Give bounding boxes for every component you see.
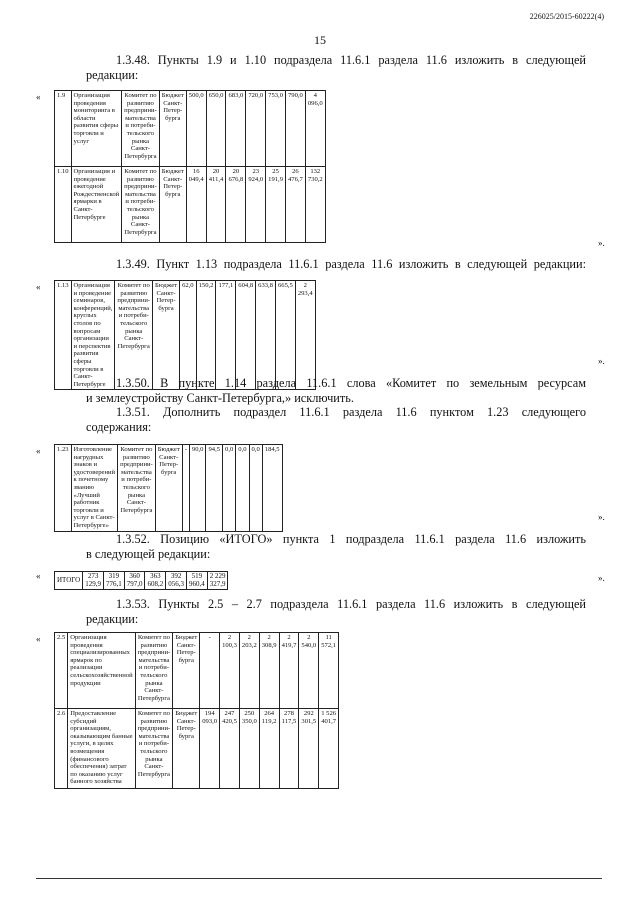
document-code: 226025/2015-60222(4)	[529, 12, 604, 21]
total-2016: 319 776,1	[103, 572, 124, 590]
opening-quote: «	[36, 282, 41, 292]
value-2017: 20 676,8	[226, 167, 246, 243]
funding-source: Бюджет Санкт-Петер-бурга	[173, 633, 200, 709]
value-2015: 500,0	[186, 91, 206, 167]
row-number: 2.5	[55, 633, 68, 709]
row-number: 1.9	[55, 91, 72, 167]
value-2020: 665,5	[275, 281, 295, 390]
opening-quote: «	[36, 571, 41, 581]
activity-name: Организация проведения мониторинга в области развития сферы торговли и услуг	[71, 91, 122, 167]
closing-quote: ».	[598, 238, 605, 248]
total-2015: 273 129,9	[83, 572, 104, 590]
paragraph-line: редакции:	[86, 67, 139, 82]
paragraph-line: 1.3.53. Пункты 2.5 – 2.7 подраздела 11.6.1 раздела 11.6 изложить в следующей	[116, 597, 586, 611]
paragraph-line: содержания:	[86, 419, 152, 434]
opening-quote: «	[36, 92, 41, 102]
value-2020: 0,0	[249, 445, 262, 532]
program-table	[54, 280, 316, 390]
value-2015: 16 049,4	[186, 167, 206, 243]
value-total: 2 293,4	[295, 281, 315, 390]
table-row	[55, 167, 326, 243]
activity-name: Предоставление субсидий организациям, оказывающим банные услуги, в целях возмещения (финансового обеспечения) затрат по оказанию услуг банного хозяйства	[68, 709, 135, 789]
paragraph-line: в следующей редакции:	[86, 546, 211, 561]
row-number: 1.10	[55, 167, 72, 243]
value-total: 11 572,1	[319, 633, 339, 709]
total-2020: 519 960,4	[186, 572, 207, 590]
responsible-org: Комитет по развитию предприни-мательства и потреби-тельского рынка Санкт-Петербурга	[118, 445, 156, 532]
funding-source: Бюджет Санкт-Петер-бурга	[173, 709, 200, 789]
bottom-rule	[36, 878, 602, 879]
paragraph-1-3-52	[86, 532, 586, 561]
row-number: 2.6	[55, 709, 68, 789]
paragraph-1-3-48	[86, 53, 586, 82]
value-2017: 2 203,2	[239, 633, 259, 709]
value-2019: 633,8	[256, 281, 276, 390]
responsible-org: Комитет по развитию предприни-мательства и потреби-тельского рынка Санкт-Петербурга	[115, 281, 153, 390]
value-2020: 790,0	[286, 91, 306, 167]
activity-name: Изготовление нагрудных знаков и удостоверений к почетному званию «Лучший работник торговли и услуг в Санкт-Петербурге»	[71, 445, 118, 532]
table-row	[55, 445, 283, 532]
total-label: ИТОГО	[55, 572, 83, 590]
program-table	[54, 90, 326, 243]
paragraph-line: 1.3.51. Дополнить подраздел 11.6.1 раздела 11.6 пунктом 1.23 следующего	[116, 405, 586, 419]
total-table	[54, 571, 228, 590]
value-2017: 94,5	[206, 445, 223, 532]
funding-source: Бюджет Санкт-Петер-бурга	[153, 281, 180, 390]
value-2016: 150,2	[196, 281, 216, 390]
activity-name: Организация проведения специализированных ярмарок по реализации сельскохозяйственной продукции	[68, 633, 135, 709]
table-row	[55, 91, 326, 167]
total-overall: 2 229 327,9	[207, 572, 228, 590]
opening-quote: «	[36, 634, 41, 644]
value-2015: 194 093,0	[200, 709, 220, 789]
value-2018: 0,0	[223, 445, 236, 532]
value-2019: 0,0	[236, 445, 249, 532]
program-table	[54, 444, 283, 532]
value-2017: 250 350,0	[239, 709, 259, 789]
paragraph-line: 1.3.49. Пункт 1.13 подраздела 11.6.1 раздела 11.6 изложить в следующей редакции:	[116, 257, 586, 271]
responsible-org: Комитет по развитию предприни-мательства и потреби-тельского рынка Санкт-Петербурга	[135, 633, 173, 709]
value-total: 132 730,2	[305, 167, 325, 243]
value-total: 1 526 401,7	[319, 709, 339, 789]
value-2017: 683,0	[226, 91, 246, 167]
value-total: 184,5	[262, 445, 282, 532]
value-2016: 650,0	[206, 91, 226, 167]
opening-quote: «	[36, 446, 41, 456]
closing-quote: ».	[598, 356, 605, 366]
table-row	[55, 281, 316, 390]
value-2019: 25 191,9	[266, 167, 286, 243]
funding-source: Бюджет Санкт-Петер-бурга	[159, 91, 186, 167]
paragraph-line: 1.3.50. В пункте 1.14 раздела 11.6.1 слова «Комитет по земельным ресурсам	[116, 376, 586, 390]
value-2019: 753,0	[266, 91, 286, 167]
value-2020: 2 540,0	[299, 633, 319, 709]
program-table	[54, 632, 339, 789]
row-number: 1.23	[55, 445, 72, 532]
paragraph-line: и землеустройству Санкт-Петербурга,» исключить.	[86, 390, 354, 405]
activity-name: Организация и проведение семинаров, конференций, круглых столов по вопросам организации и перспектив развития сферы торговли в Санкт-Петербурге	[71, 281, 115, 390]
value-total: 4 096,0	[305, 91, 325, 167]
value-2015: 62,0	[180, 281, 197, 390]
paragraph-line: 1.3.48. Пункты 1.9 и 1.10 подраздела 11.6.1 раздела 11.6 изложить в следующей	[116, 53, 586, 67]
value-2015: -	[200, 633, 220, 709]
value-2019: 2 419,7	[279, 633, 299, 709]
value-2019: 278 117,5	[279, 709, 299, 789]
paragraph-line: 1.3.52. Позицию «ИТОГО» пункта 1 подраздела 11.6.1 раздела 11.6 изложить	[116, 532, 586, 546]
value-2018: 604,8	[236, 281, 256, 390]
value-2018: 23 924,0	[246, 167, 266, 243]
closing-quote: ».	[598, 512, 605, 522]
paragraph-line: редакции:	[86, 611, 139, 626]
paragraph-1-3-53	[86, 597, 586, 626]
activity-name: Организация и проведение ежегодной Рождественской ярмарки в Санкт-Петербурге	[71, 167, 122, 243]
total-2017: 360 797,0	[124, 572, 145, 590]
paragraph-1-3-49	[86, 257, 586, 272]
total-2018: 363 608,2	[145, 572, 166, 590]
value-2018: 2 308,9	[259, 633, 279, 709]
value-2018: 720,0	[246, 91, 266, 167]
responsible-org: Комитет по развитию предприни-мательства и потреби-тельского рынка Санкт-Петербурга	[122, 167, 160, 243]
total-2019: 392 056,3	[166, 572, 187, 590]
funding-source: Бюджет Санкт-Петер-бурга	[155, 445, 182, 532]
value-2016: 2 100,3	[220, 633, 240, 709]
row-number: 1.13	[55, 281, 72, 390]
value-2017: 177,1	[216, 281, 236, 390]
value-2020: 26 476,7	[286, 167, 306, 243]
table-row	[55, 709, 339, 789]
value-2016: 20 411,4	[206, 167, 226, 243]
responsible-org: Комитет по развитию предприни-мательства и потреби-тельского рынка Санкт-Петербурга	[122, 91, 160, 167]
responsible-org: Комитет по развитию предприни-мательства и потреби-тельского рынка Санкт-Петербурга	[135, 709, 173, 789]
funding-source: Бюджет Санкт-Петер-бурга	[159, 167, 186, 243]
paragraph-1-3-50	[86, 376, 586, 434]
page-number: 15	[314, 33, 326, 47]
value-2015: -	[182, 445, 189, 532]
value-2016: 90,0	[189, 445, 206, 532]
value-2018: 264 119,2	[259, 709, 279, 789]
table-row	[55, 633, 339, 709]
closing-quote: ».	[598, 573, 605, 583]
table-row	[55, 572, 228, 590]
value-2016: 247 420,5	[220, 709, 240, 789]
value-2020: 292 301,5	[299, 709, 319, 789]
